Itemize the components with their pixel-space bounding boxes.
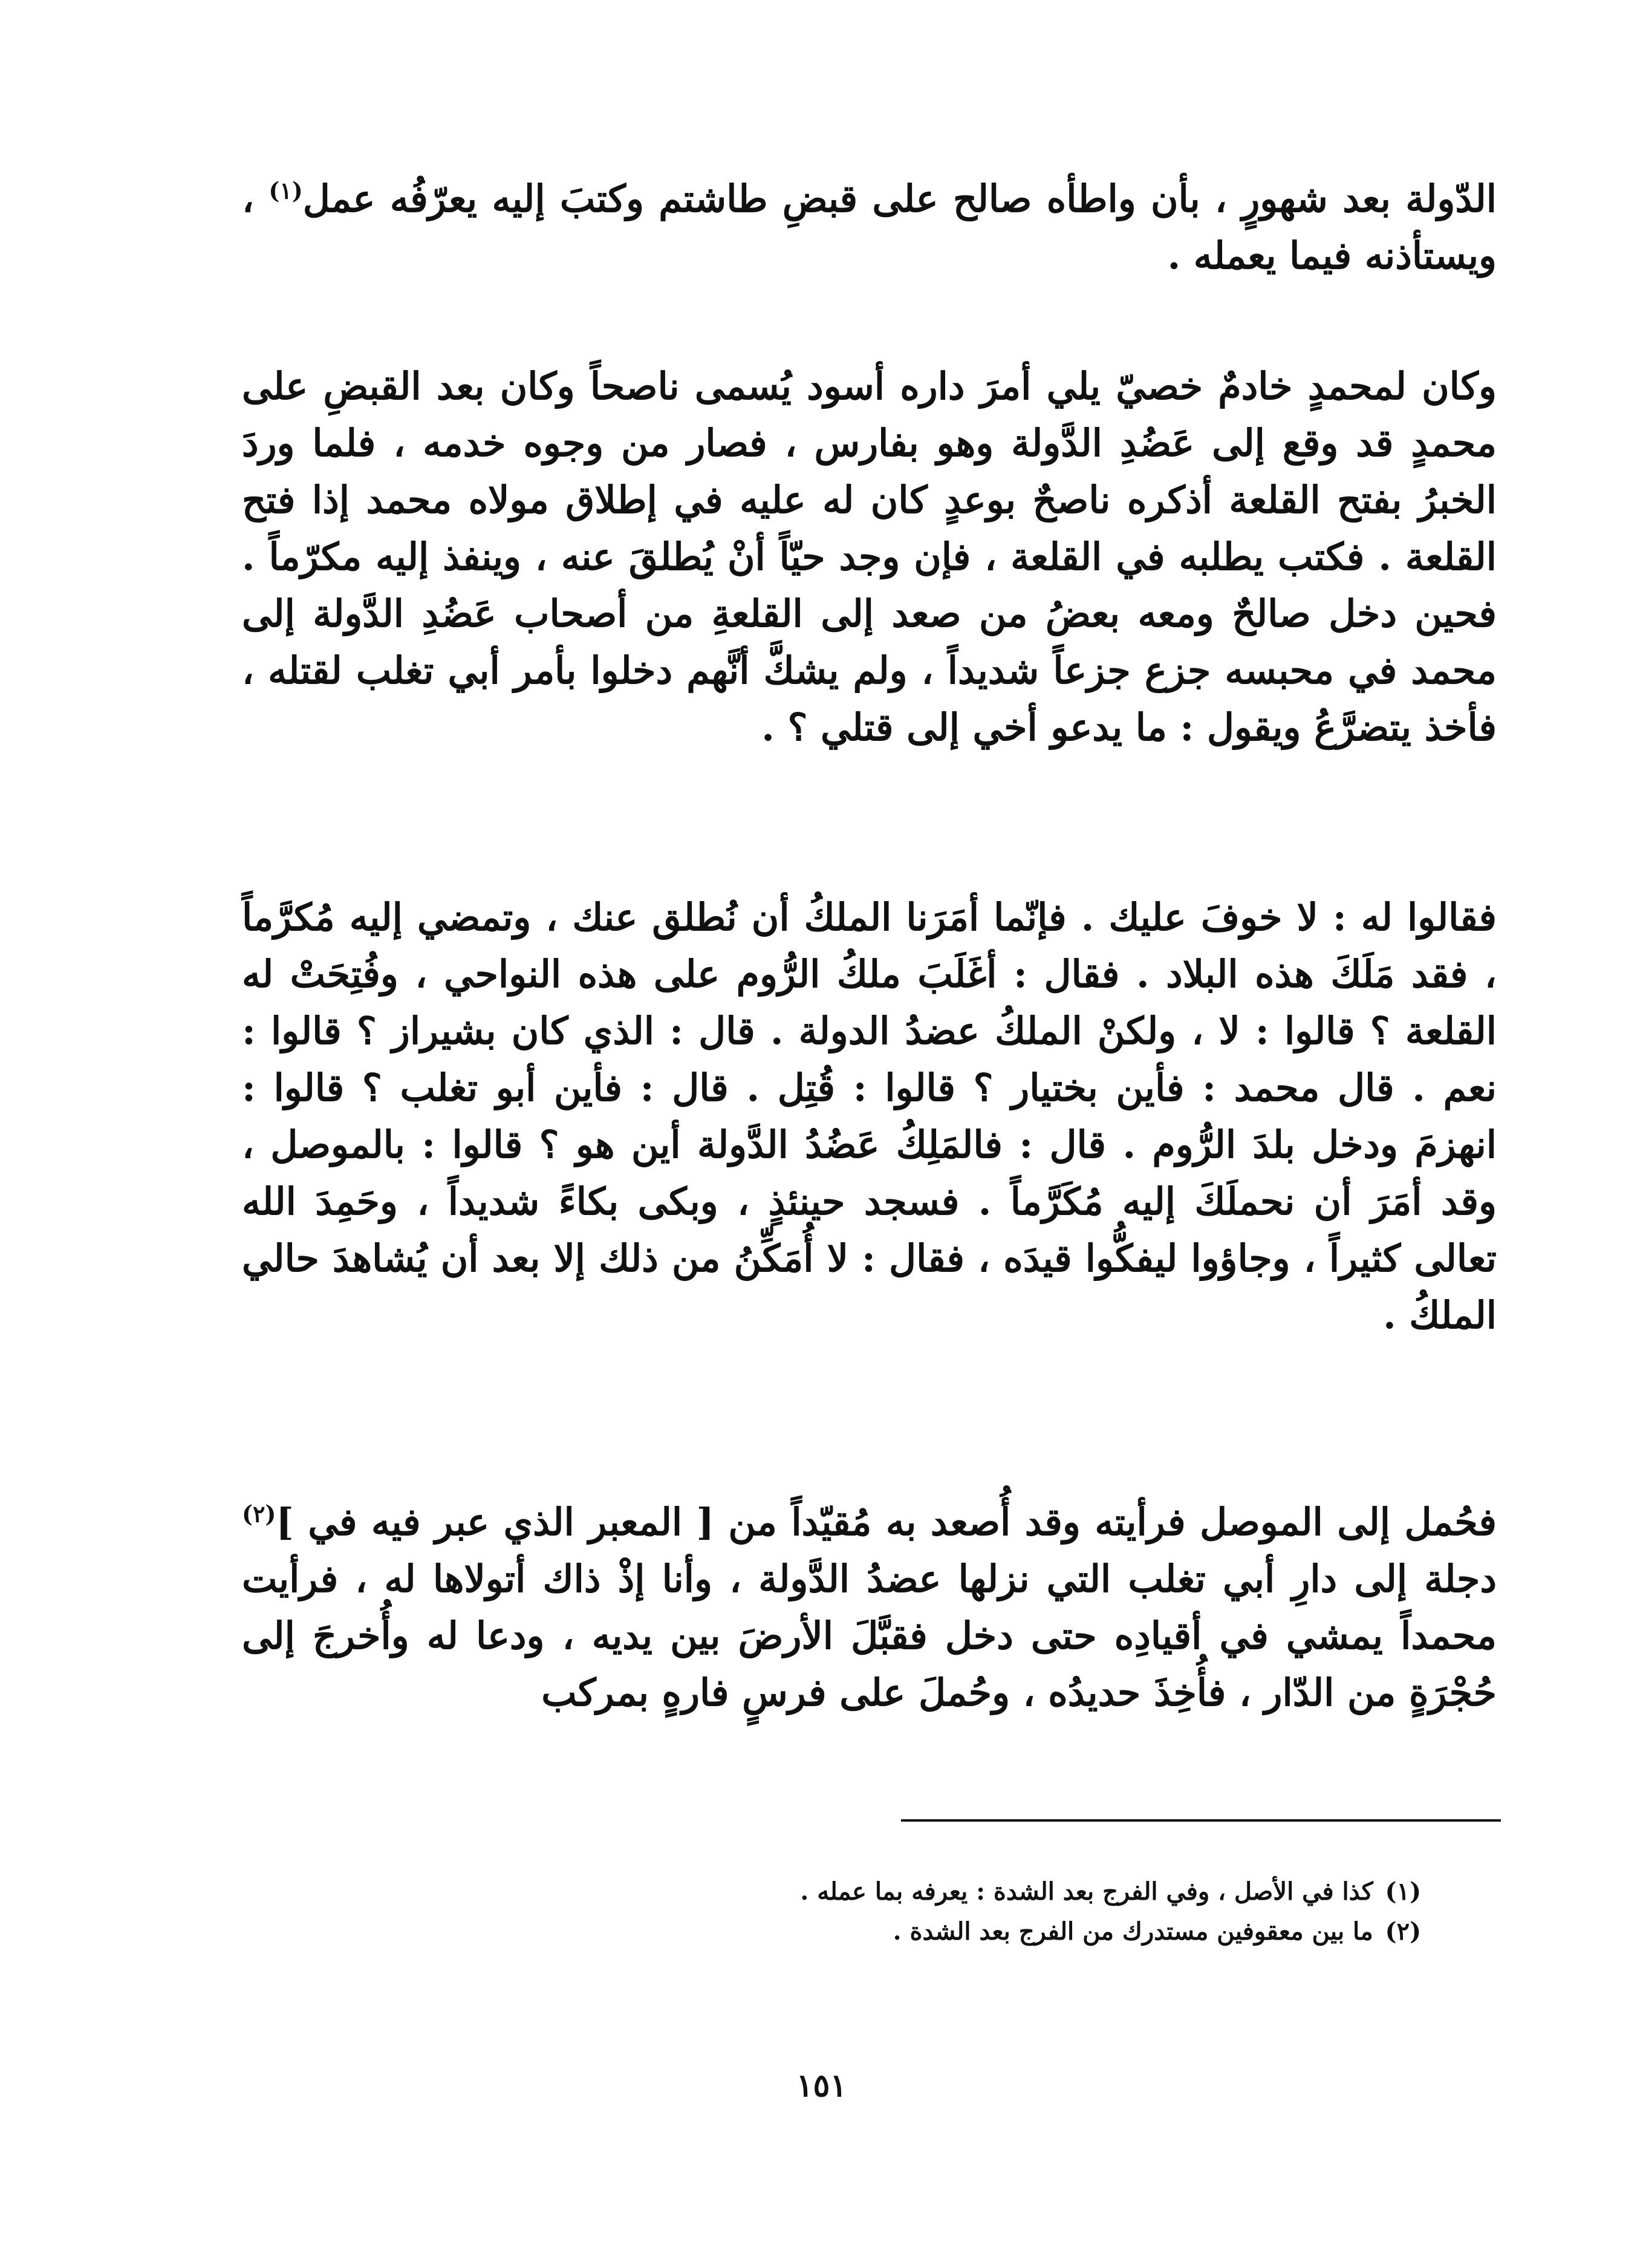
footnote-2-text: ما بين معقوفين مستدرك من الفرج بعد الشدة . [893, 1917, 1373, 1946]
body-paragraph-1 [242, 171, 1497, 284]
footnote-1 [423, 1872, 1421, 1912]
footnote-2-number: (٢) [1385, 1917, 1421, 1946]
page-number: ١٥١ [796, 2067, 847, 2104]
paragraph-4-text-end: دجلة إلى دارِ أبي تغلب التي نزلها عضدُ الدَّولة ، وأنا إذْ ذاك أتولاها له ، فرأيت محمداً يمشي في أقيادِه حتى دخل فقبَّلَ الأرضَ بين يديه ، ودعا له وأُخرجَ إلى حُجْرَةٍ من الدّار ، فأُخِذَ حديدُه ، وحُملَ على فرسٍ فارهٍ بمركب [242, 1557, 1497, 1715]
paragraph-3-text: فقالوا له : لا خوفَ عليك . فإنّما أمَرَنا الملكُ أن نُطلق عنك ، وتمضي إليه مُكرَّماً ، فقد مَلَكَ هذه البلاد . فقال : أغَلَبَ ملكُ الرُّوم على هذه النواحي ، وفُتِحَتْ له القلعة ؟ قالوا : لا ، ولكنْ الملكُ عضدُ الدولة . قال : الذي كان بشيراز ؟ قالوا : نعم . قال محمد : فأين بختيار ؟ قالوا : قُتِل . قال : فأين أبو تغلب ؟ قالوا : انهزمَ ودخل بلدَ الرُّوم . قال : فالمَلِكُ عَضُدُ الدَّولة أين هو ؟ قالوا : بالموصل ، وقد أمَرَ أن نحملَكَ إليه مُكَرَّماً . فسجد حينئذٍ ، وبكى بكاءً شديداً ، وحَمِدَ الله تعالى كثيراً ، وجاؤوا ليفكُّوا قيدَه ، فقال : لا أُمَكِّنُ من ذلك إلا بعد أن يُشاهدَ حالي الملكُ . [242, 895, 1497, 1337]
footnote-divider [901, 1819, 1501, 1822]
paragraph-1-text-end: ، ويستأذنه فيما يعمله . [242, 177, 1497, 278]
paragraph-2-text: وكان لمحمدٍ خادمٌ خصيّ يلي أمرَ داره أسود يُسمى ناصحاً وكان بعد القبضِ على محمدٍ قد وقع إلى عَضُدِ الدَّولة وهو بفارس ، فصار من وجوه خدمه ، فلما وردَ الخبرُ بفتح القلعة أذكره ناصحٌ بوعدٍ كان له عليه في إطلاق مولاه محمد إذا فتح القلعة . فكتب يطلبه في القلعة ، فإن وجد حيّاً أنْ يُطلقَ عنه ، وينفذ إليه مكرّماً . فحين دخل صالحٌ ومعه بعضُ من صعد إلى القلعةِ من أصحاب عَضُدِ الدَّولة إلى محمد في محبسه جزع جزعاً شديداً ، ولم يشكَّ أنَّهم دخلوا بأمر أبي تغلب لقتله ، فأخذ يتضرَّعُ ويقول : ما يدعو أخي إلى قتلي ؟ . [242, 364, 1497, 749]
footnote-1-text: كذا في الأصل ، وفي الفرج بعد الشدة : يعرفه بما عمله . [800, 1877, 1373, 1906]
paragraph-1-text-start: الدّولة بعد شهورٍ ، بأن واطأه صالح على قبضِ طاشتم وكتبَ إليه يعرّفُه عمل [302, 177, 1497, 221]
footnotes-section [423, 1872, 1421, 1952]
footnote-marker-2: (٢) [242, 1500, 276, 1528]
footnote-1-number: (١) [1385, 1877, 1421, 1906]
footnote-2 [423, 1912, 1421, 1952]
body-paragraph-2 [242, 358, 1497, 756]
paragraph-4-text-start: فحُمل إلى الموصل فرأيته وقد أُصعد به مُقيّداً من [ المعبر الذي عبر فيه في ] [276, 1500, 1497, 1544]
footnote-marker-1: (١) [268, 177, 303, 204]
body-paragraph-4 [242, 1494, 1497, 1721]
body-paragraph-3 [242, 889, 1497, 1344]
